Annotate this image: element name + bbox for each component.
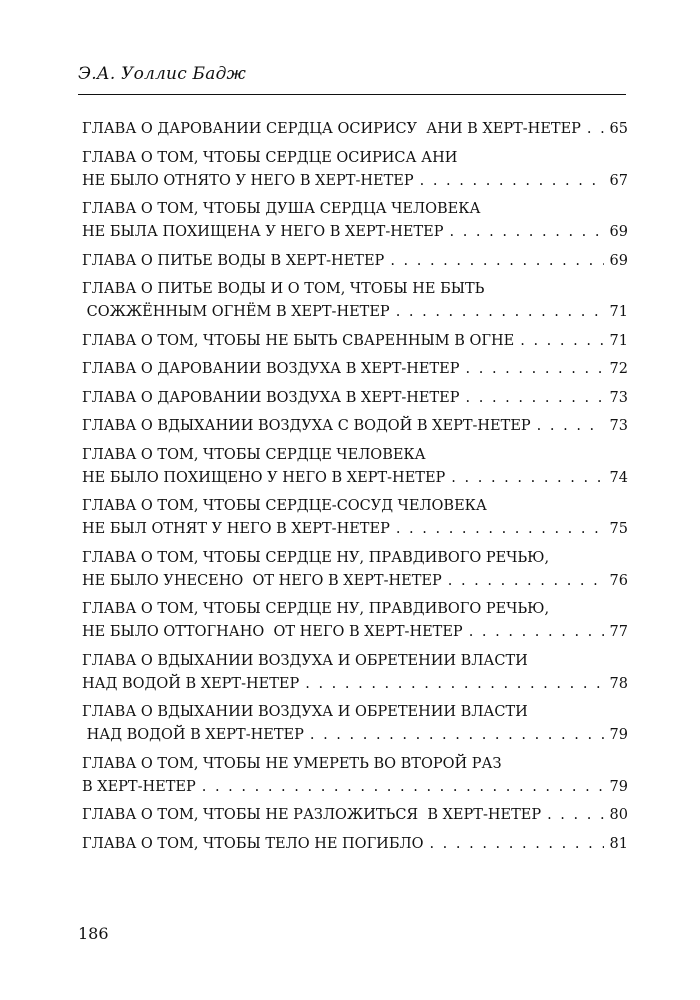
toc-entry bbox=[82, 278, 628, 324]
toc-entry bbox=[82, 415, 628, 438]
toc-page-number: 69 bbox=[609, 252, 628, 269]
toc-entry-line bbox=[82, 621, 628, 644]
toc-entry-title: НЕ БЫЛ ОТНЯТ У НЕГО В ХЕРТ-НЕТЕР bbox=[82, 521, 390, 537]
toc-entry-line bbox=[82, 330, 628, 353]
toc-entry-line bbox=[82, 547, 628, 570]
dot-leader bbox=[587, 118, 604, 141]
dot-leader bbox=[420, 170, 604, 193]
toc-entry bbox=[82, 547, 628, 593]
toc-page-number: 76 bbox=[609, 572, 628, 589]
toc-entry-title: НАД ВОДОЙ В ХЕРТ-НЕТЕР bbox=[82, 727, 304, 743]
toc-entry bbox=[82, 118, 628, 141]
toc-entry-title: ГЛАВА О ТОМ, ЧТОБЫ СЕРДЦЕ-СОСУД ЧЕЛОВЕКА bbox=[82, 498, 487, 514]
dot-leader bbox=[469, 621, 604, 644]
toc-entry-line bbox=[82, 250, 628, 273]
toc-entry-line bbox=[82, 833, 628, 856]
toc-page-number: 71 bbox=[609, 304, 628, 320]
toc-entry-line bbox=[82, 495, 628, 518]
running-head: Э.А. Уоллис Бадж bbox=[78, 64, 247, 84]
toc-entry bbox=[82, 387, 628, 410]
toc-page-number: 79 bbox=[609, 778, 628, 795]
dot-leader bbox=[466, 358, 604, 381]
toc-entry-line bbox=[82, 724, 628, 747]
table-of-contents bbox=[82, 118, 628, 861]
toc-entry bbox=[82, 753, 628, 799]
toc-entry-title: НАД ВОДОЙ В ХЕРТ-НЕТЕР bbox=[82, 675, 300, 692]
toc-entry-title: СОЖЖЁННЫМ ОГНЁМ В ХЕРТ-НЕТЕР bbox=[82, 304, 390, 320]
toc-entry-title: ГЛАВА О ПИТЬЕ ВОДЫ И О ТОМ, ЧТОБЫ НЕ БЫТЬ bbox=[82, 281, 485, 297]
toc-entry-title: ГЛАВА О ТОМ, ЧТОБЫ СЕРДЦЕ НУ, ПРАВДИВОГО РЕЧЬЮ, bbox=[82, 601, 550, 617]
toc-entry-line bbox=[82, 221, 628, 244]
toc-entry-line bbox=[82, 170, 628, 193]
toc-page-number: 75 bbox=[609, 521, 628, 537]
toc-entry-title: НЕ БЫЛО ОТТОГНАНО ОТ НЕГО В ХЕРТ-НЕТЕР bbox=[82, 624, 463, 640]
dot-leader bbox=[390, 250, 603, 273]
toc-entry-line bbox=[82, 198, 628, 221]
toc-entry-title: ГЛАВА О ТОМ, ЧТОБЫ СЕРДЦЕ ОСИРИСА АНИ bbox=[82, 149, 458, 166]
page-number: 186 bbox=[78, 924, 109, 943]
toc-page-number: 73 bbox=[609, 389, 628, 406]
toc-entry-title: ГЛАВА О ПИТЬЕ ВОДЫ В ХЕРТ-НЕТЕР bbox=[82, 252, 385, 269]
toc-entry-title: ГЛАВА О ТОМ, ЧТОБЫ СЕРДЦЕ ЧЕЛОВЕКА bbox=[82, 446, 426, 463]
toc-entry-line bbox=[82, 776, 628, 799]
toc-entry-title: ГЛАВА О ВДЫХАНИИ ВОЗДУХА И ОБРЕТЕНИИ ВЛАСТИ bbox=[82, 652, 528, 669]
toc-entry-line bbox=[82, 804, 628, 827]
dot-leader bbox=[396, 518, 604, 541]
toc-entry-line bbox=[82, 444, 628, 467]
dot-leader bbox=[520, 330, 603, 353]
toc-entry bbox=[82, 250, 628, 273]
toc-entry-line bbox=[82, 118, 628, 141]
toc-page-number: 77 bbox=[609, 624, 628, 640]
toc-entry-line bbox=[82, 301, 628, 324]
dot-leader bbox=[305, 673, 603, 696]
toc-entry bbox=[82, 833, 628, 856]
toc-page-number: 71 bbox=[609, 332, 628, 349]
toc-entry-title: ГЛАВА О ТОМ, ЧТОБЫ СЕРДЦЕ НУ, ПРАВДИВОГО РЕЧЬЮ, bbox=[82, 549, 550, 566]
toc-entry-line bbox=[82, 147, 628, 170]
toc-page-number: 80 bbox=[609, 807, 628, 823]
dot-leader bbox=[202, 776, 604, 799]
toc-entry-title: ГЛАВА О ТОМ, ЧТОБЫ ТЕЛО НЕ ПОГИБЛО bbox=[82, 835, 424, 852]
toc-entry bbox=[82, 701, 628, 747]
toc-page-number: 73 bbox=[609, 418, 628, 434]
toc-entry-title: ГЛАВА О ТОМ, ЧТОБЫ НЕ РАЗЛОЖИТЬСЯ В ХЕРТ-НЕТЕР bbox=[82, 807, 542, 823]
toc-entry bbox=[82, 598, 628, 644]
dot-leader bbox=[466, 387, 604, 410]
toc-page-number: 78 bbox=[609, 675, 628, 692]
dot-leader bbox=[396, 301, 604, 324]
dot-leader bbox=[451, 467, 603, 490]
toc-entry bbox=[82, 804, 628, 827]
toc-entry bbox=[82, 495, 628, 541]
toc-entry-line bbox=[82, 598, 628, 621]
toc-entry bbox=[82, 650, 628, 696]
dot-leader bbox=[449, 221, 603, 244]
toc-entry bbox=[82, 147, 628, 193]
header-rule bbox=[78, 94, 626, 95]
toc-entry-line bbox=[82, 650, 628, 673]
dot-leader bbox=[537, 415, 604, 438]
toc-page-number: 79 bbox=[609, 727, 628, 743]
toc-entry bbox=[82, 358, 628, 381]
toc-entry bbox=[82, 330, 628, 353]
toc-page-number: 81 bbox=[609, 835, 628, 852]
toc-entry-title: ГЛАВА О ДАРОВАНИИ СЕРДЦА ОСИРИСУ АНИ В ХЕРТ-НЕТЕР bbox=[82, 121, 581, 137]
dot-leader bbox=[310, 724, 604, 747]
toc-page-number: 69 bbox=[609, 224, 628, 240]
toc-page-number: 74 bbox=[609, 469, 628, 486]
toc-entry-line bbox=[82, 278, 628, 301]
toc-page-number: 72 bbox=[609, 361, 628, 377]
toc-entry-line bbox=[82, 753, 628, 776]
toc-entry-line bbox=[82, 518, 628, 541]
toc-entry-line bbox=[82, 570, 628, 593]
toc-entry-line bbox=[82, 358, 628, 381]
dot-leader bbox=[547, 804, 603, 827]
toc-entry-line bbox=[82, 701, 628, 724]
toc-entry-title: НЕ БЫЛО УНЕСЕНО ОТ НЕГО В ХЕРТ-НЕТЕР bbox=[82, 572, 442, 589]
toc-entry bbox=[82, 444, 628, 490]
dot-leader bbox=[448, 570, 604, 593]
toc-entry-title: ГЛАВА О ДАРОВАНИИ ВОЗДУХА В ХЕРТ-НЕТЕР bbox=[82, 389, 460, 406]
toc-entry-line bbox=[82, 673, 628, 696]
toc-entry-title: В ХЕРТ-НЕТЕР bbox=[82, 778, 196, 795]
toc-entry-title: НЕ БЫЛА ПОХИЩЕНА У НЕГО В ХЕРТ-НЕТЕР bbox=[82, 224, 444, 240]
toc-page-number: 65 bbox=[609, 121, 628, 137]
toc-entry-line bbox=[82, 415, 628, 438]
toc-entry-title: ГЛАВА О ВДЫХАНИИ ВОЗДУХА И ОБРЕТЕНИИ ВЛАСТИ bbox=[82, 704, 528, 720]
toc-page-number: 67 bbox=[609, 172, 628, 189]
dot-leader bbox=[429, 833, 603, 856]
toc-entry-title: ГЛАВА О ДАРОВАНИИ ВОЗДУХА В ХЕРТ-НЕТЕР bbox=[82, 361, 460, 377]
toc-entry bbox=[82, 198, 628, 244]
toc-entry-line bbox=[82, 467, 628, 490]
toc-entry-title: ГЛАВА О ТОМ, ЧТОБЫ ДУША СЕРДЦА ЧЕЛОВЕКА bbox=[82, 201, 481, 217]
toc-entry-line bbox=[82, 387, 628, 410]
toc-entry-title: НЕ БЫЛО ОТНЯТО У НЕГО В ХЕРТ-НЕТЕР bbox=[82, 172, 414, 189]
toc-entry-title: ГЛАВА О ВДЫХАНИИ ВОЗДУХА С ВОДОЙ В ХЕРТ-НЕТЕР bbox=[82, 418, 531, 434]
toc-entry-title: ГЛАВА О ТОМ, ЧТОБЫ НЕ УМЕРЕТЬ ВО ВТОРОЙ РАЗ bbox=[82, 755, 502, 772]
toc-entry-title: ГЛАВА О ТОМ, ЧТОБЫ НЕ БЫТЬ СВАРЕННЫМ В ОГНЕ bbox=[82, 332, 515, 349]
toc-entry-title: НЕ БЫЛО ПОХИЩЕНО У НЕГО В ХЕРТ-НЕТЕР bbox=[82, 469, 446, 486]
